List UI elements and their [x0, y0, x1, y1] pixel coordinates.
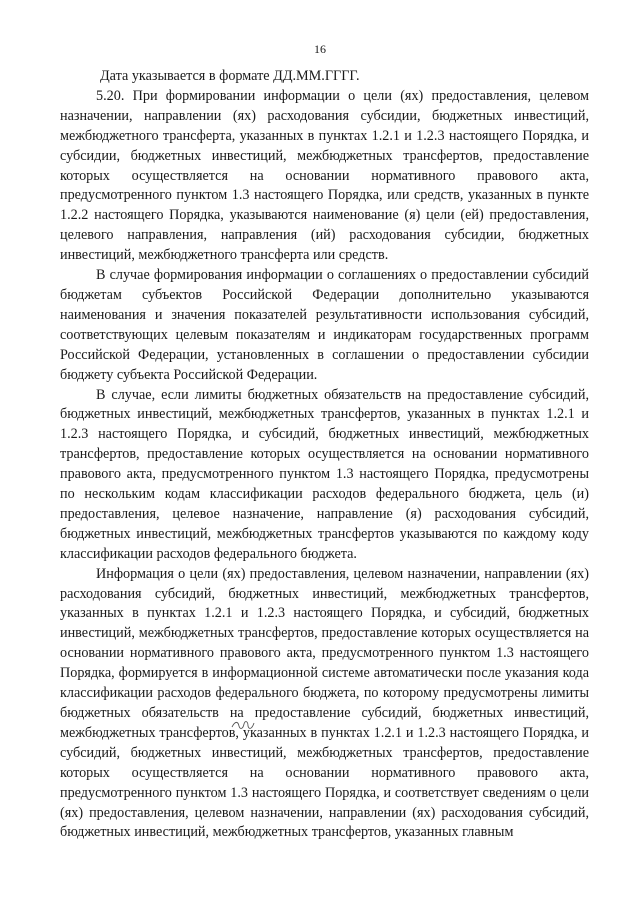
page-number: 16	[314, 42, 326, 56]
document-body	[60, 67, 589, 843]
paragraph-purpose-information: Информация о цели (ях) предоставления, целевом назначении, направлении (ях) расходования субсидий, бюджетных инвестиций, межбюджетных трансфертов, указанных в пунктах 1.2.1 и 1.2.3 настоящего Порядка, и субсидий, бюджетных инвестиций, межбюджетных трансфертов, предоставление которых осуществляется на основании нормативного правового акта, предусмотренного пунктом 1.3 настоящего Порядка, формируется в информационной системе автоматически после указания кода классификации расходов федерального бюджета, по которому предусмотрены лимиты бюджетных обязательств на предоставление субсидий, бюджетных инвестиций, межбюджетных трансфертов, указанных в пунктах 1.2.1 и 1.2.3 настоящего Порядка, и субсидий, бюджетных инвестиций, межбюджетных трансфертов, предоставление которых осуществляется на основании нормативного правового акта, предусмотренного пунктом 1.3 настоящего Порядка, и соответствует сведениям о цели (ях) предоставления, целевом назначении, направлении (ях) расходования субсидий, бюджетных инвестиций, межбюджетных трансфертов, указанных главным	[60, 565, 589, 841]
paragraph-subsidy-agreements: В случае формирования информации о соглашениях о предоставлении субсидий бюджетам субъектов Российской Федерации дополнительно указываются наименования и значения показателей результативности использования субсидий, соответствующих целевым показателям и индикаторам государственных программ Российской Федерации, установленных в соглашении о предоставлении субсидии бюджету субъекта Российской Федерации.	[60, 267, 589, 383]
paragraph-budget-limits: В случае, если лимиты бюджетных обязательств на предоставление субсидий, бюджетных инвестиций, межбюджетных трансфертов, указанных в пунктах 1.2.1 и 1.2.3 настоящего Порядка, и субсидий, бюджетных инвестиций, межбюджетных трансфертов, предоставление которых осуществляется на основании нормативного правового акта, предусмотренного пунктом 1.3 настоящего Порядка, предусмотрены по нескольким кодам классификации расходов федерального бюджета, цель (и) предоставления, целевое назначение, направление (я) расходования субсидий, бюджетных инвестиций, межбюджетных трансфертов указываются по каждому коду классификации расходов федерального бюджета.	[60, 386, 589, 562]
paragraph-5-20: 5.20. При формировании информации о цели (ях) предоставления, целевом назначении, направлении (ях) расходования субсидии, бюджетных инвестиций, межбюджетного трансферта, указанных в пунктах 1.2.1 и 1.2.3 настоящего Порядка, и субсидии, бюджетных инвестиций, межбюджетных трансфертов, предоставление которых осуществляется на основании нормативного правового акта, предусмотренного пунктом 1.3 настоящего Порядка, или средств, указанных в пункте 1.2.2 настоящего Порядка, указываются наименование (я) цели (ей) предоставления, целевого направления, направления (ий) расходования субсидии, бюджетных инвестиций, межбюджетного трансферта или средств.	[60, 87, 589, 264]
paragraph-date-format: Дата указывается в формате ДД.ММ.ГГГГ.	[100, 68, 360, 84]
